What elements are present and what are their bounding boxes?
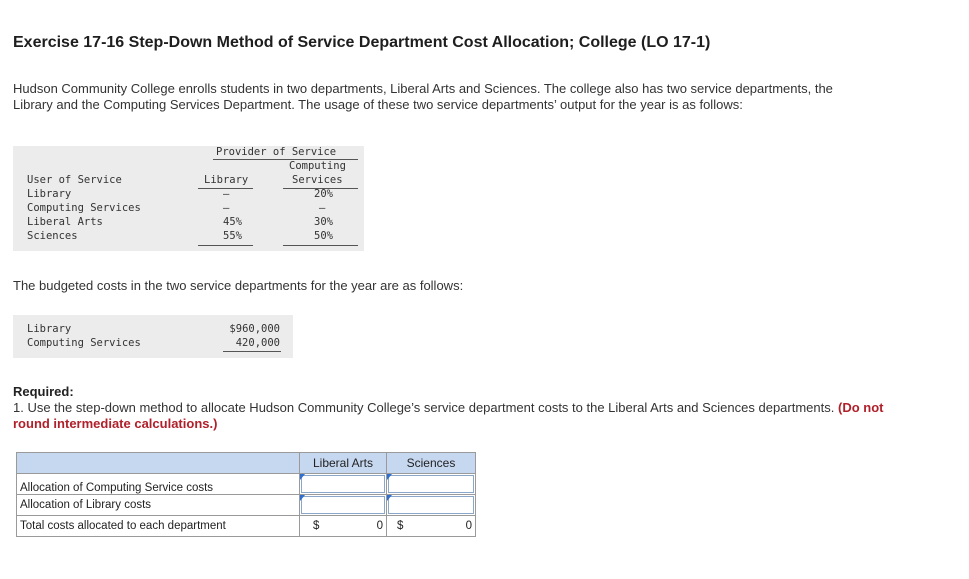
budget-bottom-rule [223,351,281,352]
col-computing-line2: Services [292,174,343,186]
total-liberal-arts-value: 0 [376,520,383,532]
answer-table [16,452,476,537]
row-liberal-arts-library-value: 45% [223,216,242,228]
library-col-bottom-rule [198,245,253,246]
total-sciences-value: 0 [465,520,472,532]
budget-label-computing-services: Computing Services [27,337,141,349]
row-liberal-arts-computing-value: 30% [314,216,333,228]
input-field[interactable] [388,475,474,493]
computing-allocation-sciences-input[interactable] [387,474,476,495]
col-computing-line1: Computing [289,160,346,172]
usage-table [13,146,364,251]
required-section [13,384,913,432]
input-marker-icon [387,474,392,480]
library-allocation-liberal-arts-input[interactable] [300,495,387,516]
budget-table [13,315,293,358]
computing-allocation-liberal-arts-input[interactable] [300,474,387,495]
answer-header-blank [17,453,300,474]
row-library-library-value: – [223,188,230,200]
row-computing-computing-value: – [319,202,326,214]
currency-symbol: $ [313,520,320,532]
required-heading: Required: [13,384,74,399]
input-field[interactable] [301,496,385,514]
provider-of-service-header: Provider of Service [216,146,337,158]
library-allocation-sciences-input[interactable] [387,495,476,516]
col-header-liberal-arts: Liberal Arts [300,453,387,474]
row-label-computing-allocation: Allocation of Computing Service costs [17,474,300,495]
row-user-sciences: Sciences [27,230,78,242]
total-liberal-arts-cell [300,516,387,537]
user-of-service-header: User of Service [27,174,122,186]
row-user-computing-services: Computing Services [27,202,141,214]
row-library-computing-value: 20% [314,188,333,200]
row-label-library-allocation: Allocation of Library costs [17,495,300,516]
computing-col-bottom-rule [283,245,358,246]
row-computing-library-value: – [223,202,230,214]
row-sciences-library-value: 55% [223,230,242,242]
row-user-liberal-arts: Liberal Arts [27,216,103,228]
input-field[interactable] [388,496,474,514]
input-field[interactable] [301,475,385,493]
col-header-sciences: Sciences [387,453,476,474]
col-library-header: Library [204,174,249,186]
input-marker-icon [300,495,305,501]
intro-paragraph: Hudson Community College enrolls students in two departments, Liberal Arts and Sciences. The college also has two service departments, the Library and the Computing Services Department. The usage of these two service departments’ output for the year is as follows: [13,81,833,112]
input-marker-icon [387,495,392,501]
budget-intro-text: The budgeted costs in the two service departments for the year are as follows: [13,278,464,293]
required-instruction: 1. Use the step-down method to allocate Hudson Community College’s service department costs to the Liberal Arts and Sciences departments. [13,400,835,415]
budget-value-library: $960,000 [229,323,280,335]
exercise-title: Exercise 17-16 Step-Down Method of Service Department Cost Allocation; College (LO 17-1) [13,34,711,51]
rounding-note: (Do not round intermediate calculations.) [13,400,884,431]
total-sciences-cell [387,516,476,537]
currency-symbol: $ [397,520,404,532]
row-sciences-computing-value: 50% [314,230,333,242]
row-user-library: Library [27,188,72,200]
budget-label-library: Library [27,323,72,335]
row-label-total: Total costs allocated to each department [17,516,300,537]
input-marker-icon [300,474,305,480]
budget-value-computing-services: 420,000 [235,337,280,349]
